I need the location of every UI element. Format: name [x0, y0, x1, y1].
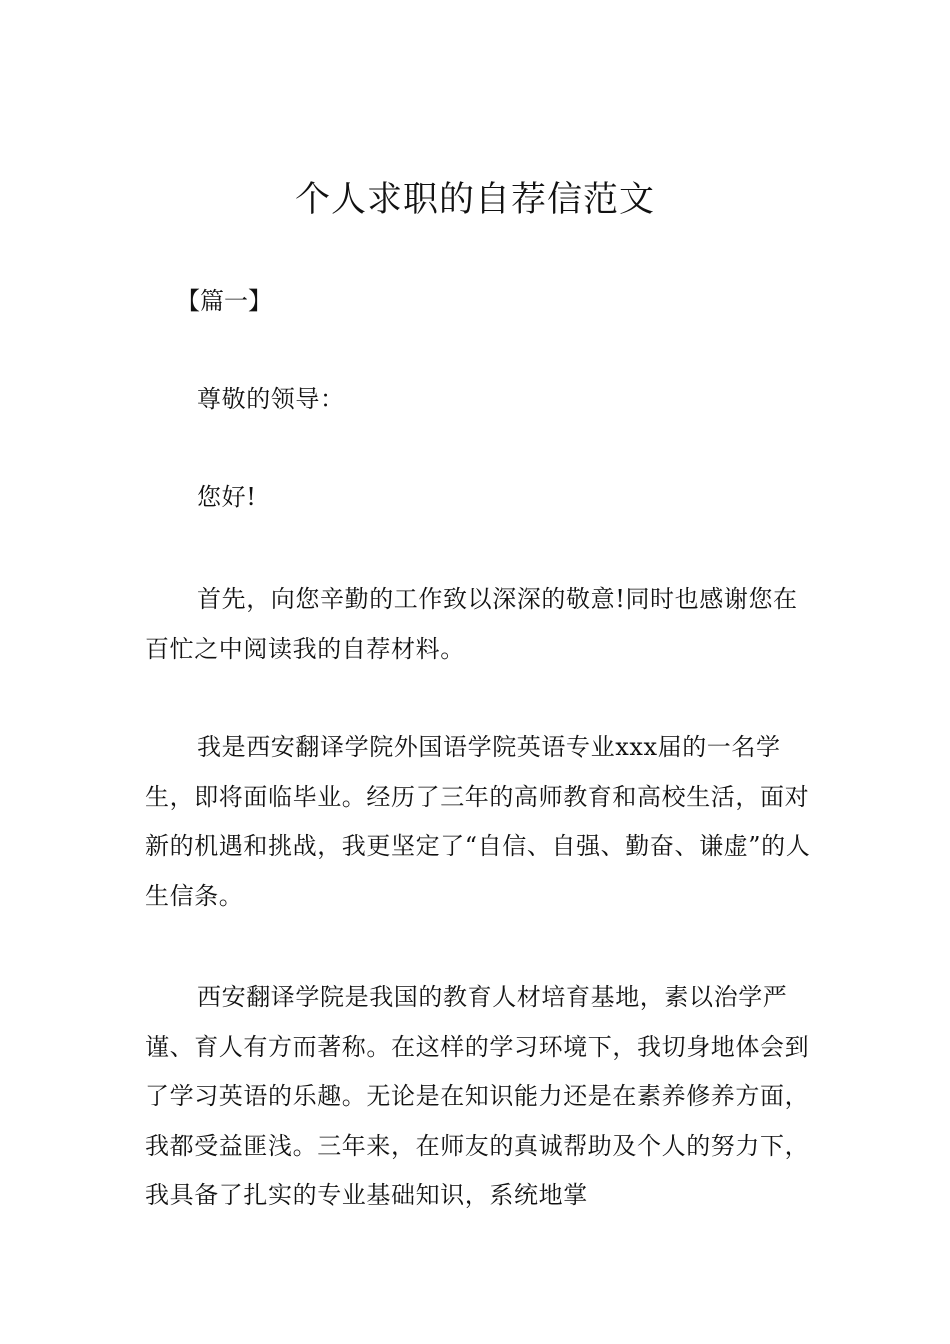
- salutation-paragraph: 尊敬的领导：: [197, 385, 345, 413]
- body-paragraph: 我是西安翻译学院外国语学院英语专业xxx届的一名学生，即将面临毕业。经历了三年的高师教育和高校生活，面对新的机遇和挑战，我更坚定了“自信、自强、勤奋、谦虚”的人生信条。: [145, 733, 811, 910]
- body-paragraph: 首先，向您辛勤的工作致以深深的敬意!同时也感谢您在百忙之中阅读我的自荐材料。: [145, 585, 798, 663]
- body-paragraph: 西安翻译学院是我国的教育人材培育基地，素以治学严谨、育人有方而著称。在这样的学习环境下，我切身地体会到了学习英语的乐趣。无论是在知识能力还是在素养修养方面，我都受益匪浅。三年来，在师友的真诚帮助及个人的努力下，我具备了扎实的专业基础知识，系统地掌: [145, 983, 810, 1209]
- document-title: 个人求职的自荐信范文: [294, 180, 655, 220]
- greeting-paragraph: 您好!: [197, 483, 257, 511]
- section-label: 【篇一】: [176, 287, 272, 315]
